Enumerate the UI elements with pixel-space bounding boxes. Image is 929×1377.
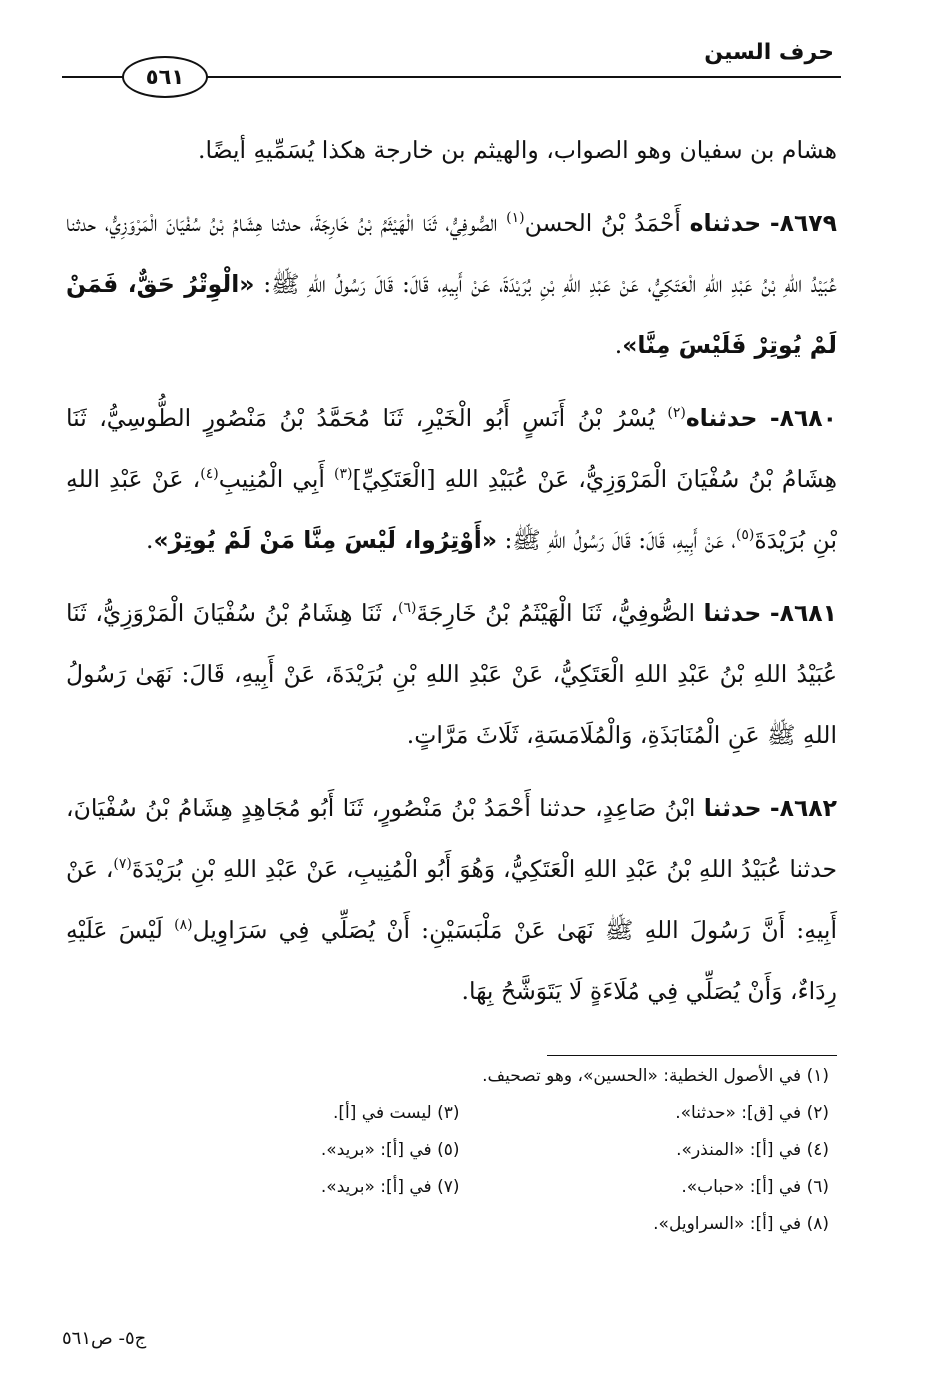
hadith-number: ٨٦٨٢- xyxy=(769,794,837,822)
footnote-row xyxy=(90,1132,829,1169)
footnote-8: (٨) في [أ]: «السراويل». xyxy=(653,1214,829,1234)
intro-paragraph xyxy=(66,120,837,181)
footnote-4: (٤) في [أ]: «المنذر». xyxy=(676,1140,829,1160)
hadith-text: الصُّوفِيُّ، ثَنَا الْهَيْثَمُ بْنُ خَارِجَةَ، حدثنا هِشَامُ بْنُ سُفْيَانَ الْمَرْوَزِيُّ، حدثنا عُبَيْدُ اللهِ بْنُ عَبْدِ اللهِ الْعَتَكِيُّ، عَنْ عَبْدِ اللهِ بْنِ بُرَيْدَةَ، عَنْ أَبِيهِ، قَالَ: قَالَ رَسُولُ اللهِ ﷺ: xyxy=(66,209,837,298)
page-number: ٥٦١ xyxy=(145,65,185,89)
footnote-ref-7[interactable]: (٧) xyxy=(113,856,132,873)
hadith-8679 xyxy=(66,193,837,376)
footnote-ref-3[interactable]: (٣) xyxy=(334,466,353,483)
footnote-ref-6[interactable]: (٦) xyxy=(397,600,417,617)
hadith-text: ، عَنْ أَبِيهِ: أَنَّ رَسُولَ اللهِ ﷺ نَهَىٰ عَنْ مَلْبَسَيْنِ: أَنْ يُصَلِّي فِي سَرَاوِيل xyxy=(66,855,837,944)
hadith-text: أَبِي الْمُنِيبِ xyxy=(218,465,335,493)
footnote-row xyxy=(90,1169,829,1206)
hadith-text: ، ثَنَا هِشَامُ بْنُ سُفْيَانَ الْمَرْوَزِيُّ، ثَنَا عُبَيْدُ اللهِ بْنُ عَبْدِ اللهِ الْعَتَكِيُّ، عَنْ عَبْدِ اللهِ بْنِ بُرَيْدَةَ، عَنْ أَبِيهِ، قَالَ: نَهَىٰ رَسُولُ اللهِ ﷺ عَنِ الْمُنَابَذَةِ، وَالْمُلَامَسَةِ، ثَلَاثَ مَرَّاتٍ. xyxy=(66,599,837,749)
hadith-end: . xyxy=(146,526,154,554)
hadith-keyword: حدثناه xyxy=(685,404,758,432)
hadith-number: ٨٦٨١- xyxy=(769,599,837,627)
hadith-number: ٨٦٨٠- xyxy=(769,404,837,432)
hadith-8681 xyxy=(66,583,837,766)
footnote-7: (٧) في [أ]: «بريد». xyxy=(320,1177,460,1197)
hadith-text: يُسْرُ بْنُ أَنَسٍ أَبُو الْخَيْرِ، ثَنَا مُحَمَّدُ بْنُ مَنْصُورٍ الطُّوسِيُّ، ثَنَا هِشَامُ بْنُ سُفْيَانَ الْمَرْوَزِيُّ، عَنْ عُبَيْدِ اللهِ [الْعَتَكِيِّ] xyxy=(66,404,837,493)
footnote-ref-2[interactable]: (٢) xyxy=(667,405,686,422)
footnote-ref-5[interactable]: (٥) xyxy=(735,527,755,544)
hadith-text: ، عَنْ أَبِيهِ، قَالَ: قَالَ رَسُولُ اللهِ ﷺ: xyxy=(497,526,736,554)
hadith-end: . xyxy=(614,331,623,359)
hadith-quote: «الْوِتْرُ حَقٌّ، فَمَنْ لَمْ يُوتِرْ فَلَيْسَ مِنَّا» xyxy=(66,270,837,359)
main-text xyxy=(66,120,837,1034)
hadith-keyword: حدثنا xyxy=(703,599,762,627)
hadith-text: ابْنُ صَاعِدٍ، حدثنا أَحْمَدُ بْنُ مَنْصُورٍ، ثَنَا أَبُو مُجَاهِدٍ هِشَامُ بْنُ سُفْيَانَ، حدثنا عُبَيْدُ اللهِ بْنُ عَبْدِ اللهِ الْعَتَكِيُّ، وَهُوَ أَبُو الْمُنِيبِ، عَنْ عَبْدِ اللهِ بْنِ بُرَيْدَةَ xyxy=(66,794,837,883)
chapter-title: حرف السين xyxy=(704,40,834,65)
intro-text: هشام بن سفيان وهو الصواب، والهيثم بن خارجة هكذا يُسَمِّيهِ أيضًا. xyxy=(198,136,837,164)
hadith-text: لَيْسَ عَلَيْهِ رِدَاءٌ، وَأَنْ يُصَلِّي فِي مُلَاءَةٍ لَا يَتَوَشَّحُ بِهَا. xyxy=(66,916,837,1005)
hadith-text: أَحْمَدُ بْنُ الحسن xyxy=(524,209,690,237)
footnote-row xyxy=(90,1095,829,1132)
hadith-keyword: حدثنا xyxy=(703,794,762,822)
footnote-3: (٣) ليست في [أ]. xyxy=(333,1103,460,1123)
footnote-2: (٢) في [ق]: «حدثنا». xyxy=(675,1103,829,1123)
hadith-number: ٨٦٧٩- xyxy=(769,209,837,237)
hadith-8680 xyxy=(66,388,837,571)
footnote-ref-1[interactable]: (١) xyxy=(506,210,525,227)
footnote-6: (٦) في [أ]: «حباب». xyxy=(681,1177,829,1197)
volume-page-signature: ج٥- ص٥٦١ xyxy=(62,1328,147,1349)
footnote-ref-4[interactable]: (٤) xyxy=(200,466,219,483)
page-number-badge xyxy=(122,56,208,98)
footnote-ref-8[interactable]: (٨) xyxy=(174,917,193,934)
footnote-5: (٥) في [أ]: «بريد». xyxy=(320,1140,460,1160)
hadith-keyword: حدثناه xyxy=(689,209,762,237)
footnote-separator xyxy=(547,1055,837,1056)
hadith-8682 xyxy=(66,778,837,1022)
hadith-quote: «أَوْتِرُوا، لَيْسَ مِنَّا مَنْ لَمْ يُوتِرْ» xyxy=(153,526,498,554)
footnote-1: (١) في الأصول الخطية: «الحسين»، وهو تصحيف. xyxy=(482,1066,829,1086)
footnotes xyxy=(90,1058,829,1243)
hadith-text: الصُّوفِيُّ، ثَنَا الْهَيْثَمُ بْنُ خَارِجَةَ xyxy=(416,599,704,627)
hadith-text: ، عَنْ عَبْدِ اللهِ بْنِ بُرَيْدَةَ xyxy=(66,465,837,554)
